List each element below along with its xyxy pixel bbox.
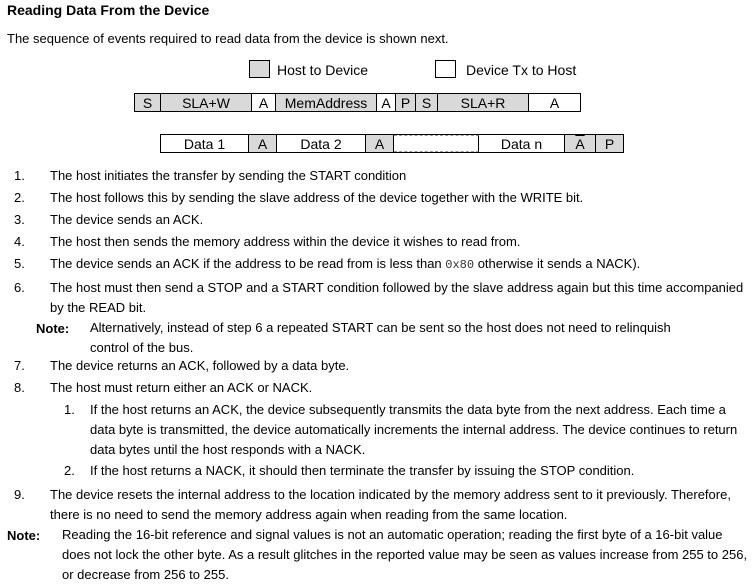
start-bit: S bbox=[416, 94, 438, 111]
section-heading: Reading Data From the Device bbox=[7, 2, 210, 18]
host-nack-bit bbox=[565, 135, 596, 152]
legend-device-swatch bbox=[435, 60, 456, 78]
data-byte-2: Data 2 bbox=[277, 135, 366, 152]
stop-bit: P bbox=[396, 94, 416, 111]
substep-number: 2. bbox=[64, 463, 75, 478]
write-address-frame bbox=[134, 93, 581, 112]
step-text-before: The device sends an ACK if the address to be read from is less than bbox=[50, 256, 446, 271]
ack-bit: A bbox=[377, 94, 396, 111]
ack-bit: A bbox=[252, 94, 276, 111]
step-number: 7. bbox=[14, 358, 25, 373]
step-number: 5. bbox=[14, 256, 25, 271]
continuation-gap bbox=[394, 135, 479, 152]
step-text: The device returns an ACK, followed by a data byte. bbox=[50, 358, 350, 373]
step-text: The device sends an ACK. bbox=[50, 212, 204, 227]
memory-address: MemAddress bbox=[276, 94, 377, 111]
note-label: Note: bbox=[36, 321, 70, 336]
note-text: Reading the 16-bit reference and signal values is not an automatic operation; reading the first byte of a 16-bit value does not lock the other byte. As a result glitches in the reported value may be seen as values increase from 255 to 256, or decrease from 256 to 255. bbox=[62, 527, 748, 582]
step-text bbox=[50, 254, 640, 275]
slave-address-read: SLA+R bbox=[438, 94, 529, 111]
legend-host-label: Host to Device bbox=[277, 62, 369, 78]
step-number: 8. bbox=[14, 380, 25, 395]
step-text: The host must then send a STOP and a START condition followed by the slave address again but this time accompanied by the READ bit. bbox=[50, 280, 744, 315]
slave-address-write: SLA+W bbox=[161, 94, 252, 111]
data-byte-n: Data n bbox=[479, 135, 565, 152]
substep-number: 1. bbox=[64, 402, 75, 417]
step-number: 1. bbox=[14, 168, 25, 183]
ack-bit: A bbox=[529, 94, 580, 111]
data-byte-1: Data 1 bbox=[161, 135, 249, 152]
legend-device-label: Device Tx to Host bbox=[466, 62, 577, 78]
step-number: 6. bbox=[14, 280, 25, 295]
step-number: 3. bbox=[14, 212, 25, 227]
step-text: The host must return either an ACK or NACK. bbox=[50, 380, 313, 395]
address-code: 0x80 bbox=[445, 258, 475, 272]
note-text: Alternatively, instead of step 6 a repeated START can be sent so the host does not need to relinquish control of the bus. bbox=[90, 320, 671, 355]
note-label: Note: bbox=[7, 528, 41, 543]
host-ack-bit: A bbox=[366, 135, 394, 152]
host-ack-bit: A bbox=[249, 135, 277, 152]
legend-host-swatch bbox=[249, 60, 270, 78]
intro-text: The sequence of events required to read data from the device is shown next. bbox=[7, 31, 449, 46]
substep-text: If the host returns an ACK, the device subsequently transmits the data byte from the next address. Each time a data byte is transmitted, the device automatically increments the internal address. The device continues to return data bytes until the host responds with a NACK. bbox=[90, 402, 738, 457]
start-bit: S bbox=[135, 94, 161, 111]
step-number: 4. bbox=[14, 234, 25, 249]
data-read-frame bbox=[160, 134, 624, 153]
substep-text: If the host returns a NACK, it should then terminate the transfer by issuing the STOP condition. bbox=[90, 463, 635, 478]
step-number: 9. bbox=[14, 487, 25, 502]
stop-bit: P bbox=[596, 135, 623, 152]
nack-label: $\overline{A}$ bbox=[575, 135, 585, 152]
step-text-after: otherwise it sends a NACK). bbox=[474, 256, 641, 271]
step-text: The device resets the internal address to the location indicated by the memory address sent to it previously. Therefore, there is no need to send the memory address again when reading from the same location. bbox=[50, 487, 731, 522]
step-text: The host follows this by sending the slave address of the device together with the WRITE bit. bbox=[50, 190, 584, 205]
step-text: The host initiates the transfer by sending the START condition bbox=[50, 168, 407, 183]
step-number: 2. bbox=[14, 190, 25, 205]
step-text: The host then sends the memory address within the device it wishes to read from. bbox=[50, 234, 521, 249]
